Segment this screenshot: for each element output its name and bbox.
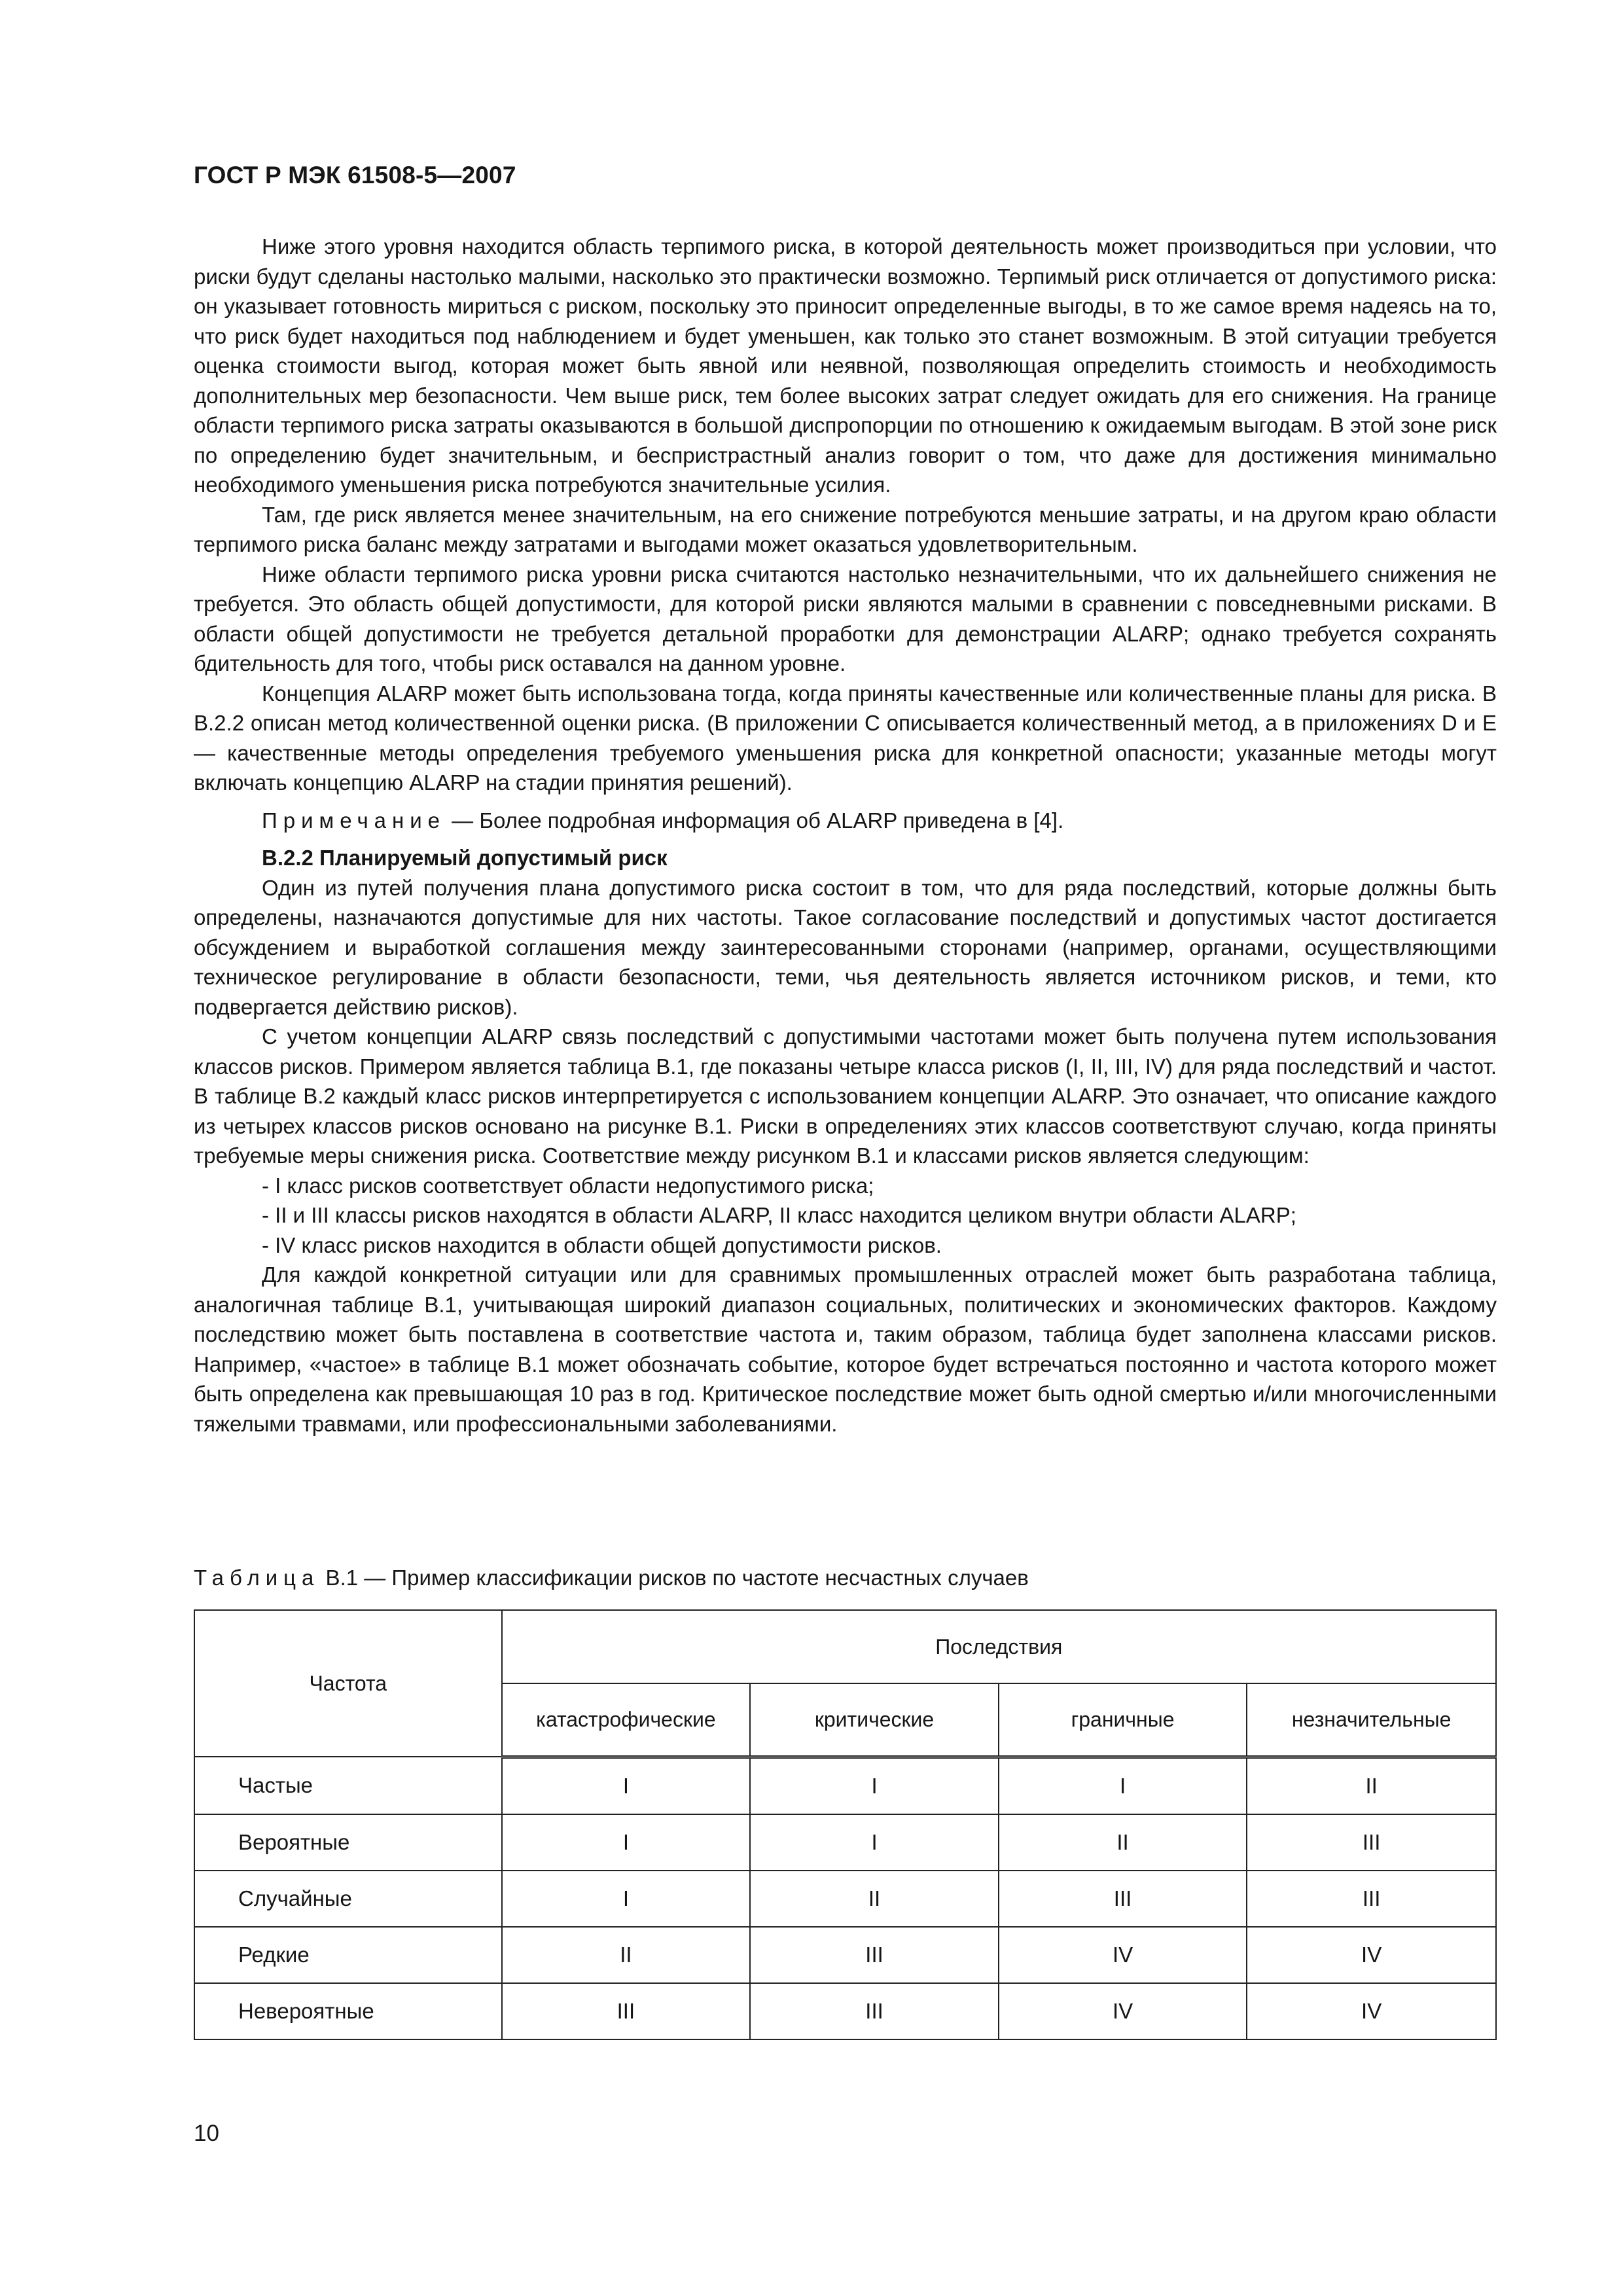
table-caption-text: В.1 — Пример классификации рисков по частоте несчастных случаев xyxy=(319,1566,1029,1590)
table-cell: II xyxy=(1247,1757,1496,1814)
table-row xyxy=(194,1927,1496,1983)
table-cell: I xyxy=(750,1757,999,1814)
table-cell: III xyxy=(502,1983,751,2039)
note-text: — Более подробная информация об ALARP приведена в [4]. xyxy=(446,808,1064,833)
row-label: Случайные xyxy=(194,1871,502,1927)
table-cell: II xyxy=(750,1871,999,1927)
table-cell: I xyxy=(502,1814,751,1871)
column-header: незначительные xyxy=(1247,1683,1496,1757)
table-cell: IV xyxy=(1247,1983,1496,2039)
risk-classification-table xyxy=(194,1609,1497,2040)
note-label: Примечание xyxy=(262,808,446,833)
row-label: Частые xyxy=(194,1757,502,1814)
table-caption xyxy=(194,1563,1029,1592)
consequences-header: Последствия xyxy=(502,1610,1496,1683)
row-label: Вероятные xyxy=(194,1814,502,1871)
table-row xyxy=(194,1814,1496,1871)
table-cell: IV xyxy=(999,1927,1247,1983)
body-text xyxy=(194,232,1497,1439)
section-heading: В.2.2 Планируемый допустимый риск xyxy=(262,846,668,870)
table-caption-label: Таблица xyxy=(194,1566,320,1590)
paragraph: Для каждой конкретной ситуации или для сравнимых промышленных отраслей может быть разработана таблица, аналогичная таблице В.1, учитывающая широкий диапазон социальных, политических и экономических факторов. Каждому последствию может быть поставлена в соответствие частота и, таким образом, таблица будет заполнена классами рисков. Например, «частое» в таблице В.1 может обозначать событие, которое будет встречаться постоянно и частота которого может быть определена как превышающая 10 раз в год. Критическое последствие может быть одной смертью и/или многочисленными тяжелыми травмами, или профессиональными заболеваниями. xyxy=(194,1263,1497,1436)
table-row xyxy=(194,1983,1496,2039)
table-row xyxy=(194,1871,1496,1927)
column-header: граничные xyxy=(999,1683,1247,1757)
table-cell: IV xyxy=(999,1983,1247,2039)
row-label: Редкие xyxy=(194,1927,502,1983)
paragraph: Ниже этого уровня находится область терпимого риска, в которой деятельность может производиться при условии, что риски будут сделаны настолько малыми, насколько это практически возможно. Терпимый риск отличается от допустимого риска: он указывает готовность мириться с риском, поскольку это приносит определенные выгоды, в то же самое время надеясь на то, что риск будет находиться под наблюдением и будет уменьшен, как только это станет возможным. В этой ситуации требуется оценка стоимости выгод, которая может быть явной или неявной, позволяющая определить стоимость и необходимость дополнительных мер безопасности. Чем выше риск, тем более высоких затрат следует ожидать для его снижения. На границе области терпимого риска затраты оказываются в большой диспропорции по отношению к ожидаемым выгодам. В этой зоне риск по определению будет значительным, и беспристрастный анализ говорит о том, что даже для достижения минимально необходимого уменьшения риска потребуются значительные усилия. xyxy=(194,234,1497,497)
table-cell: II xyxy=(999,1814,1247,1871)
column-header: критические xyxy=(750,1683,999,1757)
frequency-header: Частота xyxy=(194,1610,502,1757)
document-header: ГОСТ Р МЭК 61508-5—2007 xyxy=(194,162,516,188)
list-item: - II и III классы рисков находятся в области ALARP, II класс находится целиком внутри области ALARP; xyxy=(262,1203,1296,1227)
list-item: - IV класс рисков находится в области общей допустимости рисков. xyxy=(262,1232,942,1257)
table-cell: III xyxy=(750,1983,999,2039)
table-cell: IV xyxy=(1247,1927,1496,1983)
row-label: Невероятные xyxy=(194,1983,502,2039)
table-row xyxy=(194,1757,1496,1814)
paragraph: Один из путей получения плана допустимого риска состоит в том, что для ряда последствий, которые должны быть определены, назначаются допустимые для них частоты. Такое согласование последствий и допустимых частот достигается обсуждением и выработкой соглашения между заинтересованными сторонами (например, органами, осуществляющими техническое регулирование в области безопасности, теми, чья деятельность является источником рисков, и теми, кто подвергается действию рисков). xyxy=(194,875,1497,1019)
table-cell: I xyxy=(502,1757,751,1814)
paragraph: Ниже области терпимого риска уровни риска считаются настолько незначительными, что их дальнейшего снижения не требуется. Это область общей допустимости, для которой риски являются малыми в сравнении с повседневными рисками. В области общей допустимости не требуется детальной проработки для демонстрации ALARP; однако требуется сохранять бдительность для того, чтобы риск оставался на данном уровне. xyxy=(194,562,1497,675)
paragraph: С учетом концепции ALARP связь последствий с допустимыми частотами может быть получена путем использования классов рисков. Примером является таблица В.1, где показаны четыре класса рисков (I, II, III, IV) для ряда последствий и частот. В таблице В.2 каждый класс рисков интерпретируется с использованием концепции ALARP. Это означает, что описание каждого из четырех классов рисков основано на рисунке В.1. Риски в определениях этих классов соответствуют случаю, когда приняты требуемые меры снижения риска. Соответствие между рисунком В.1 и классами рисков является следующим: xyxy=(194,1024,1497,1168)
table-cell: III xyxy=(999,1871,1247,1927)
page-number: 10 xyxy=(194,2121,219,2146)
list-item: - I класс рисков соответствует области недопустимого риска; xyxy=(262,1173,874,1198)
table-cell: III xyxy=(750,1927,999,1983)
table-cell: II xyxy=(502,1927,751,1983)
table-cell: I xyxy=(750,1814,999,1871)
paragraph: Там, где риск является менее значительным, на его снижение потребуются меньшие затраты, и на другом краю области терпимого риска баланс между затратами и выгодами может оказаться удовлетворительным. xyxy=(194,502,1497,556)
column-header: катастрофические xyxy=(502,1683,751,1757)
table-cell: I xyxy=(502,1871,751,1927)
table-cell: III xyxy=(1247,1871,1496,1927)
table-cell: I xyxy=(999,1757,1247,1814)
table-cell: III xyxy=(1247,1814,1496,1871)
note xyxy=(194,806,1497,836)
paragraph: Концепция ALARP может быть использована тогда, когда приняты качественные или количественные планы для риска. В В.2.2 описан метод количественной оценки риска. (В приложении С описывается количественный метод, а в приложениях D и E — качественные методы определения требуемого уменьшения риска для конкретной опасности; указанные методы могут включать концепцию ALARP на стадии принятия решений). xyxy=(194,681,1497,795)
